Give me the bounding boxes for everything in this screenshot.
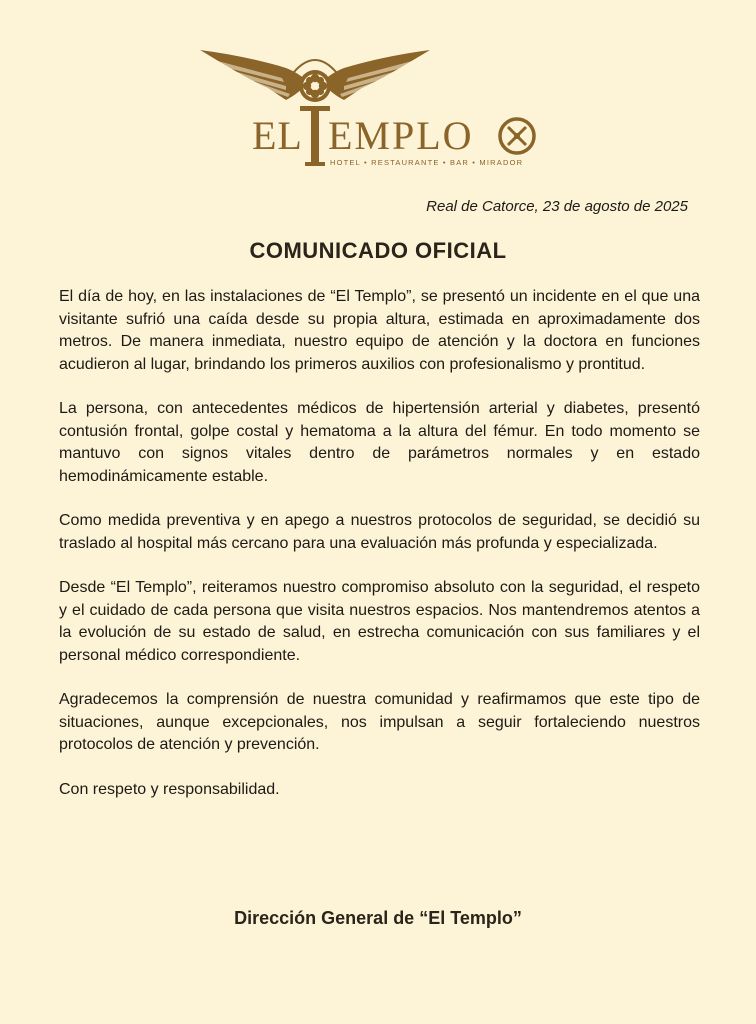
- closing-line: Con respeto y responsabilidad.: [59, 780, 280, 798]
- paragraph: Como medida preventiva y en apego a nuestros protocolos de seguridad, se decidió su traslado al hospital más cercano para una evaluación más profunda y especializada.: [59, 512, 700, 552]
- signature: Dirección General de “El Templo”: [234, 908, 522, 928]
- logo-word-emplo: EMPLO: [328, 113, 474, 158]
- logo-tagline: HOTEL • RESTAURANTE • BAR • MIRADOR: [330, 158, 524, 167]
- logo-word-el: EL: [252, 113, 303, 158]
- document-title: COMUNICADO OFICIAL: [249, 238, 507, 263]
- document-date: Real de Catorce, 23 de agosto de 2025: [426, 198, 688, 215]
- paragraph: Desde “El Templo”, reiteramos nuestro compromiso absoluto con la seguridad, el respeto y el cuidado de cada persona que visita nuestros espacios. Nos mantendremos atentos a la evolución de su estado de salud, en estrecha comunicación con sus familiares y el personal médico correspondiente.: [59, 579, 700, 664]
- paragraph: Agradecemos la comprensión de nuestra comunidad y reafirmamos que este tipo de situaciones, aunque excepcionales, nos impulsan a seguir fortaleciendo nuestros protocolos de atención y prevención.: [59, 691, 700, 753]
- paragraph: La persona, con antecedentes médicos de hipertensión arterial y diabetes, presentó contusión frontal, golpe costal y hematoma a la altura del fémur. En todo momento se mantuvo con signos vitales dentro de parámetros normales y en estado hemodinámicamente estable.: [59, 400, 700, 485]
- el-templo-logo: [190, 44, 550, 174]
- paragraph: El día de hoy, en las instalaciones de “El Templo”, se presentó un incidente en el que una visitante sufrió una caída desde su propia altura, estimada en aproximadamente dos metros. De manera inmediata, nuestro equipo de atención y la doctora en funciones acudieron al lugar, brindando los primeros auxilios con profesionalismo y prontitud.: [59, 288, 700, 373]
- document-body: [59, 286, 700, 823]
